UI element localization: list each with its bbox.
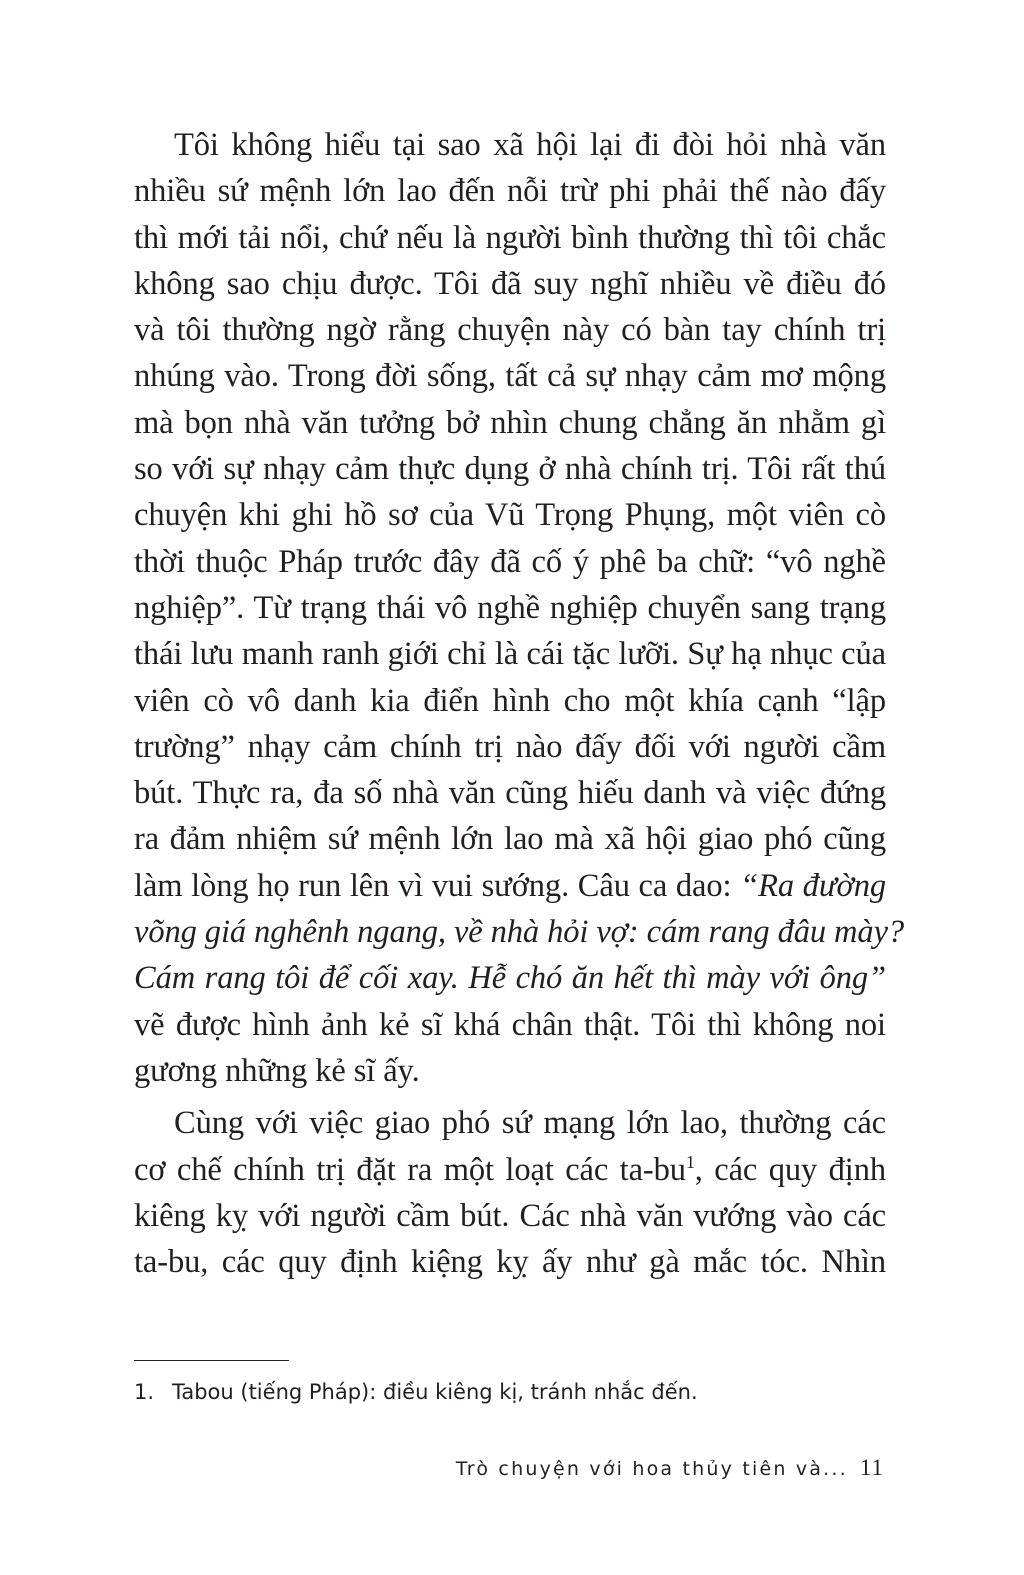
text-line <box>134 955 886 1001</box>
text-line: Tôi không hiểu tại sao xã hội lại đi đòi hỏi nhà văn <box>174 127 886 163</box>
text-line-part: , các quy định <box>694 1151 886 1188</box>
text-line: và tôi thường ngờ rằng chuyện này có bàn tay chính trị <box>134 312 886 349</box>
text-line: nhiều sứ mệnh lớn lao đến nỗi trừ phi phải thế nào đấy <box>134 173 886 210</box>
text-line: gương những kẻ sĩ ấy. <box>134 1052 420 1089</box>
text-line: Cùng với việc giao phó sứ mạng lớn lao, thường các <box>174 1105 886 1142</box>
text-line: thái lưu manh ranh giới chỉ là cái tặc lưỡi. Sự hạ nhục của <box>134 636 886 673</box>
footnote-reference[interactable]: 1 <box>685 1151 695 1172</box>
body-text <box>134 122 905 1285</box>
footnote-text: Tabou (tiếng Pháp): điều kiêng kị, tránh nhắc đến. <box>172 1380 698 1404</box>
text-line-part: cơ chế chính trị đặt ra một loạt các ta-bu <box>134 1151 686 1188</box>
text-line: mà bọn nhà văn tưởng bở nhìn chung chẳng ăn nhằm gì <box>134 404 886 441</box>
text-line: thời thuộc Pháp trước đây đã cố ý phê ba chữ: “vô nghề <box>134 543 886 580</box>
text-line-normal: làm lòng họ run lên vì vui sướng. Câu ca dao: <box>134 867 741 904</box>
page-number: 11 <box>859 1455 884 1480</box>
text-line: viên cò vô danh kia điển hình cho một khía cạnh “lập <box>134 682 886 719</box>
text-line <box>134 863 886 909</box>
text-line: nhúng vào. Trong đời sống, tất cả sự nhạy cảm mơ mộng <box>134 358 886 395</box>
ca-dao-quote-end: Cám rang tôi để cối xay. Hễ chó ăn hết thì mày với ông” <box>134 960 886 997</box>
ca-dao-quote-start: “Ra đường <box>740 867 886 904</box>
text-line: không sao chịu được. Tôi đã suy nghĩ nhiều về điều đó <box>134 265 886 302</box>
text-line: bút. Thực ra, đa số nhà văn cũng hiếu danh và việc đứng <box>134 775 886 812</box>
paragraph-2 <box>134 1100 886 1285</box>
text-line: so với sự nhạy cảm thực dụng ở nhà chính trị. Tôi rất thú <box>134 451 886 488</box>
text-line <box>134 1147 886 1193</box>
text-line: ra đảm nhiệm sứ mệnh lớn lao mà xã hội giao phó cũng <box>134 821 886 858</box>
text-line: trường” nhạy cảm chính trị nào đấy đối với người cầm <box>134 728 886 765</box>
text-line: nghiệp”. Từ trạng thái vô nghề nghiệp chuyển sang trạng <box>134 589 886 626</box>
text-line: thì mới tải nổi, chứ nếu là người bình thường thì tôi chắc <box>134 219 886 256</box>
text-line: chuyện khi ghi hồ sơ của Vũ Trọng Phụng, một viên cò <box>134 497 886 534</box>
running-title: Trò chuyện với hoa thủy tiên và... <box>455 1458 848 1480</box>
text-line <box>134 909 905 955</box>
text-line: ta-bu, các quy định kiệng kỵ ấy như gà mắc tóc. Nhìn <box>134 1244 886 1281</box>
text-line: kiêng kỵ với người cầm bút. Các nhà văn vướng vào các <box>134 1197 886 1234</box>
footnote <box>134 1378 698 1406</box>
footnote-number: 1. <box>134 1380 155 1404</box>
text-line: vẽ được hình ảnh kẻ sĩ khá chân thật. Tôi thì không noi <box>134 1006 886 1043</box>
page-footer <box>456 1453 884 1484</box>
footnote-divider <box>134 1360 289 1361</box>
ca-dao-quote: võng giá nghênh ngang, về nhà hỏi vợ: cám rang đâu mày? <box>134 914 905 951</box>
paragraph-1 <box>134 122 905 1094</box>
